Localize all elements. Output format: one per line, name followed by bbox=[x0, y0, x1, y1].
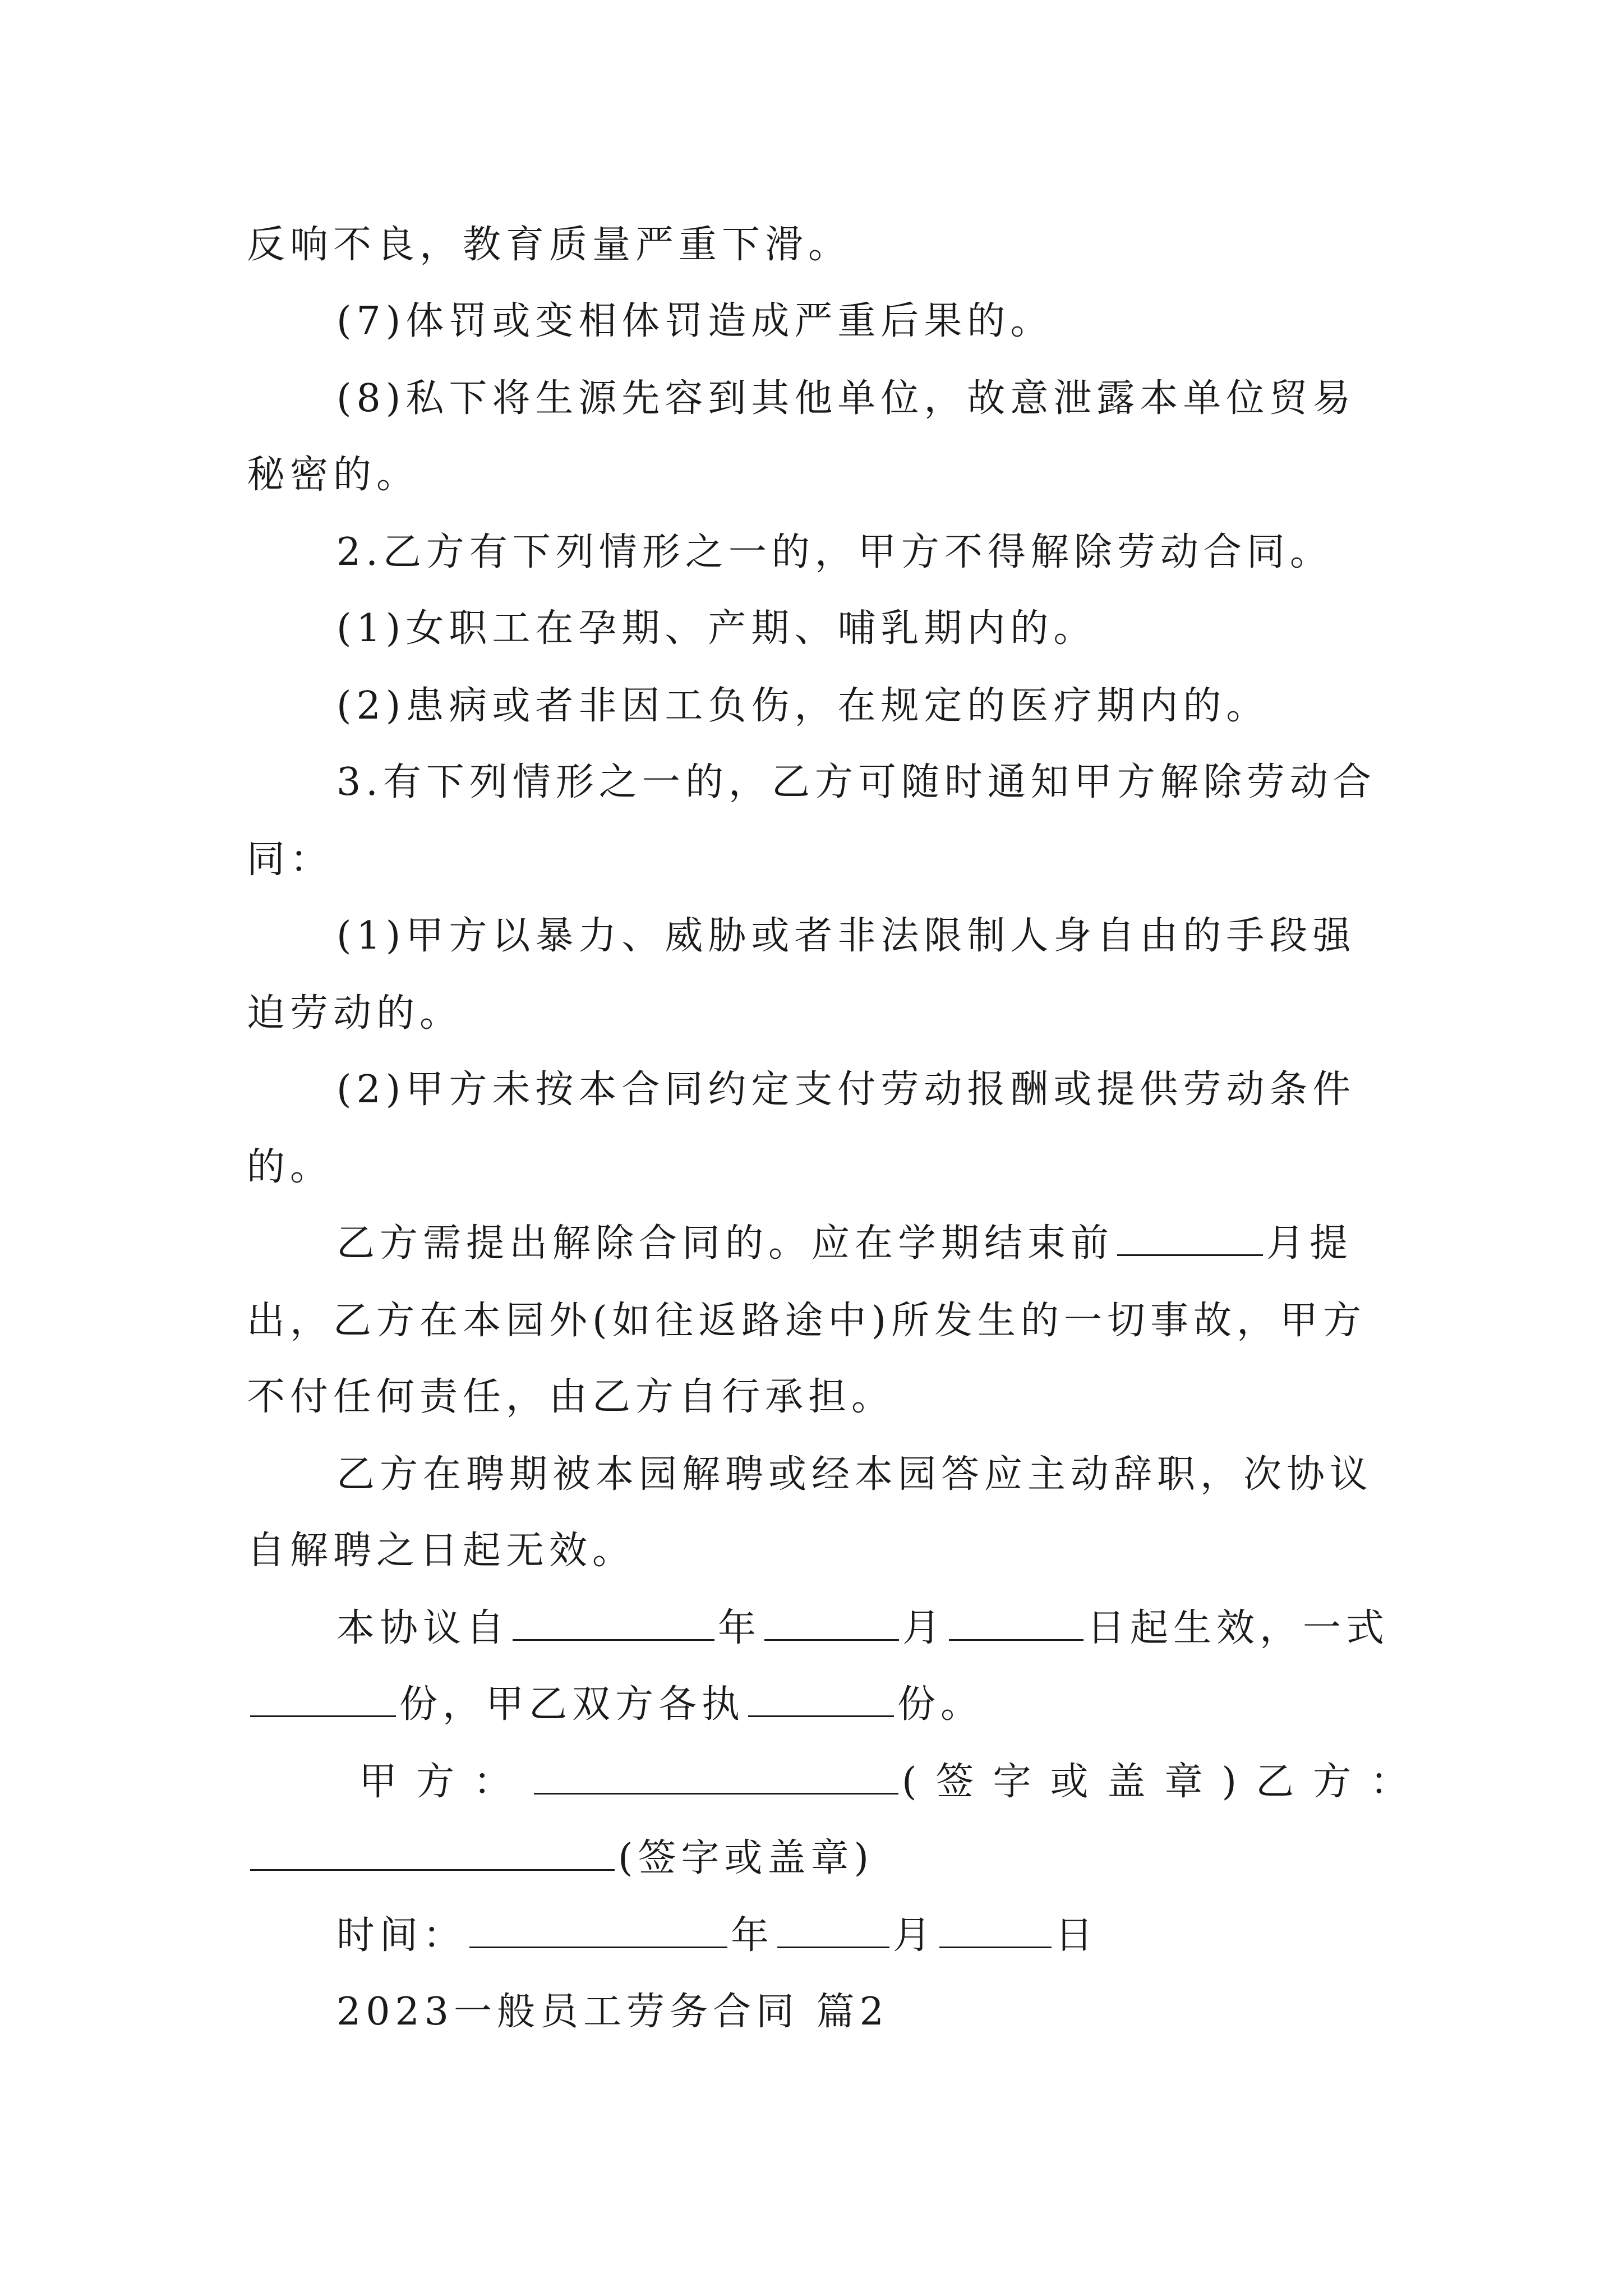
text-line-with-blank bbox=[336, 1218, 1481, 1269]
text-line: (2)患病或者非因工负伤，在规定的医疗期内的。 bbox=[336, 684, 1270, 728]
text-segment: 年 bbox=[718, 1606, 762, 1650]
text-line-with-blank bbox=[247, 1680, 1391, 1730]
text-segment: 月 bbox=[902, 1606, 946, 1650]
text-line: (7)体罚或变相体罚造成严重后果的。 bbox=[336, 299, 1054, 343]
time-day-blank[interactable] bbox=[939, 1912, 1052, 1948]
month-blank[interactable] bbox=[764, 1604, 899, 1641]
copies-each-blank[interactable] bbox=[748, 1681, 894, 1717]
text-segment: 月提 bbox=[1266, 1221, 1353, 1266]
text-segment: 乙方需提出解除合同的。应在学期结束前 bbox=[336, 1221, 1114, 1266]
text-line: 迫劳动的。 bbox=[247, 991, 463, 1036]
text-line-with-blank bbox=[336, 1603, 1481, 1654]
text-segment: 日起生效，一式 bbox=[1087, 1606, 1390, 1650]
text-segment: 年 bbox=[731, 1913, 774, 1958]
time-month-blank[interactable] bbox=[777, 1912, 889, 1948]
text-segment: 日 bbox=[1055, 1913, 1099, 1958]
text-line: (1)女职工在孕期、产期、哺乳期内的。 bbox=[336, 606, 1097, 651]
signature-line bbox=[247, 1833, 1391, 1884]
text-line: 出，乙方在本园外(如往返路途中)所发生的一切事故，甲方 bbox=[247, 1299, 1367, 1343]
text-line: 2.乙方有下列情形之一的，甲方不得解除劳动合同。 bbox=[336, 530, 1333, 574]
text-line: 自解聘之日起无效。 bbox=[247, 1529, 636, 1573]
text-line: (2)甲方未按本合同约定支付劳动报酬或提供劳动条件 bbox=[336, 1068, 1356, 1112]
text-line: 乙方在聘期被本园解聘或经本园答应主动辞职，次协议 bbox=[336, 1452, 1373, 1497]
text-segment: (签字或盖章) bbox=[618, 1836, 874, 1880]
text-line: 反响不良，教育质量严重下滑。 bbox=[247, 223, 852, 267]
text-segment: 份，甲乙双方各执 bbox=[399, 1682, 745, 1727]
text-line: (8)私下将生源先容到其他单位，故意泄露本单位贸易 bbox=[336, 376, 1356, 421]
party-b-signature-blank[interactable] bbox=[250, 1834, 615, 1871]
party-b-label: (签字或盖章)乙方： bbox=[902, 1760, 1428, 1804]
text-segment: 份。 bbox=[897, 1682, 984, 1727]
text-line: 同： bbox=[247, 838, 334, 882]
text-segment: 月 bbox=[893, 1913, 937, 1958]
text-line: 的。 bbox=[247, 1145, 334, 1189]
day-blank[interactable] bbox=[949, 1604, 1083, 1641]
text-segment: 时间： bbox=[336, 1913, 467, 1958]
copies-total-blank[interactable] bbox=[250, 1681, 396, 1717]
date-line bbox=[336, 1911, 1481, 1961]
text-segment: 本协议自 bbox=[336, 1606, 510, 1650]
text-line: (1)甲方以暴力、威胁或者非法限制人身自由的手段强 bbox=[336, 914, 1356, 958]
party-a-signature-blank[interactable] bbox=[534, 1758, 898, 1795]
fill-in-blank[interactable] bbox=[1117, 1220, 1263, 1256]
time-year-blank[interactable] bbox=[469, 1912, 727, 1948]
text-line: 秘密的。 bbox=[247, 453, 420, 497]
section-heading: 2023一般员工劳务合同 篇2 bbox=[336, 1990, 889, 2034]
party-a-label: 甲方： bbox=[359, 1760, 531, 1804]
signature-line bbox=[359, 1757, 1503, 1807]
text-line: 3.有下列情形之一的，乙方可随时通知甲方解除劳动合 bbox=[336, 760, 1376, 804]
year-blank[interactable] bbox=[513, 1604, 714, 1641]
text-line: 不付任何责任，由乙方自行承担。 bbox=[247, 1375, 895, 1419]
